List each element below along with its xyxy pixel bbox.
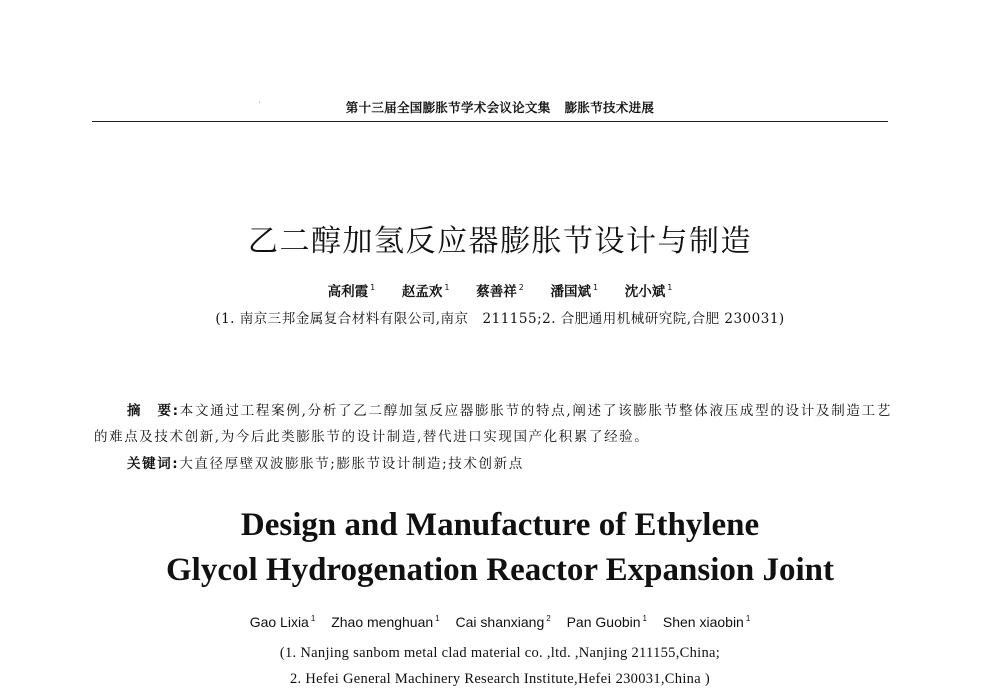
chinese-title: 乙二醇加氢反应器膨胀节设计与制造 <box>248 224 752 259</box>
english-title-line-1: Design and Manufacture of Ethylene <box>240 507 760 543</box>
author-zh <box>551 280 599 300</box>
author-zh-name: 蔡善祥 <box>476 284 517 300</box>
header-dot: · <box>258 98 261 107</box>
author-zh-name: 潘国斌 <box>550 284 591 300</box>
author-en-name: Zhao menghuan <box>331 614 434 630</box>
author-en <box>331 614 439 630</box>
keywords-label: 关键词: <box>127 456 180 472</box>
author-en-name: Shen xiaobin <box>662 614 744 630</box>
english-affiliation-line-2: 2. Hefei General Machinery Research Institute,Hefei 230031,China ) <box>289 671 710 687</box>
abstract-text: 本文通过工程案例,分析了乙二醇加氢反应器膨胀节的特点,阐述了该膨胀节整体液压成型的设计及制造工艺的难点及技术创新,为今后此类膨胀节的设计制造,替代进口实现国产化积累了经验。 <box>94 403 892 445</box>
author-en-affil-mark: 1 <box>435 614 440 623</box>
author-en <box>250 614 316 630</box>
abstract-label: 摘 要: <box>127 403 180 419</box>
author-zh-affil-mark: 1 <box>593 283 599 292</box>
author-zh-name: 高利霞 <box>327 284 369 300</box>
author-zh <box>402 280 450 300</box>
author-en-name: Pan Guobin <box>566 614 641 630</box>
author-zh <box>328 280 376 300</box>
author-zh-affil-mark: 2 <box>518 283 524 292</box>
chinese-affiliation: (1. 南京三邦金属复合材料有限公司,南京 211155;2. 合肥通用机械研究院,合肥 230031) <box>215 311 785 327</box>
author-en-affil-mark: 1 <box>745 614 751 623</box>
author-en <box>663 614 750 630</box>
running-head <box>0 98 1000 116</box>
author-en-name: Cai shanxiang <box>455 614 545 630</box>
author-zh-name: 沈小斌 <box>624 284 666 300</box>
author-zh-affil-mark: 1 <box>370 283 376 292</box>
header-rule <box>92 121 888 122</box>
keywords <box>127 452 524 472</box>
running-head-section: 膨胀节技术进展 <box>564 100 655 115</box>
author-en-affil-mark: 1 <box>642 614 647 623</box>
author-en-affil-mark: 2 <box>546 614 551 623</box>
chinese-authors <box>0 280 1000 300</box>
english-authors <box>0 614 1000 630</box>
english-title <box>0 503 1000 593</box>
author-zh-name: 赵孟欢 <box>401 284 443 300</box>
author-en <box>567 614 647 630</box>
author-en-name: Gao Lixia <box>249 614 309 630</box>
author-zh <box>476 280 524 300</box>
author-zh-affil-mark: 1 <box>444 283 450 292</box>
author-zh-affil-mark: 1 <box>667 283 673 292</box>
english-affiliation <box>0 640 1000 690</box>
author-zh <box>625 280 673 300</box>
english-title-line-2: Glycol Hydrogenation Reactor Expansion Joint <box>166 552 834 588</box>
running-head-collection: 第十三届全国膨胀节学术会议论文集 <box>345 100 551 115</box>
author-en <box>456 614 551 630</box>
abstract <box>94 398 892 450</box>
author-en-affil-mark: 1 <box>310 614 316 623</box>
keywords-text: 大直径厚壁双波膨胀节;膨胀节设计制造;技术创新点 <box>179 456 524 472</box>
english-affiliation-line-1: (1. Nanjing sanbom metal clad material co. ,ltd. ,Nanjing 211155,China; <box>279 645 721 661</box>
